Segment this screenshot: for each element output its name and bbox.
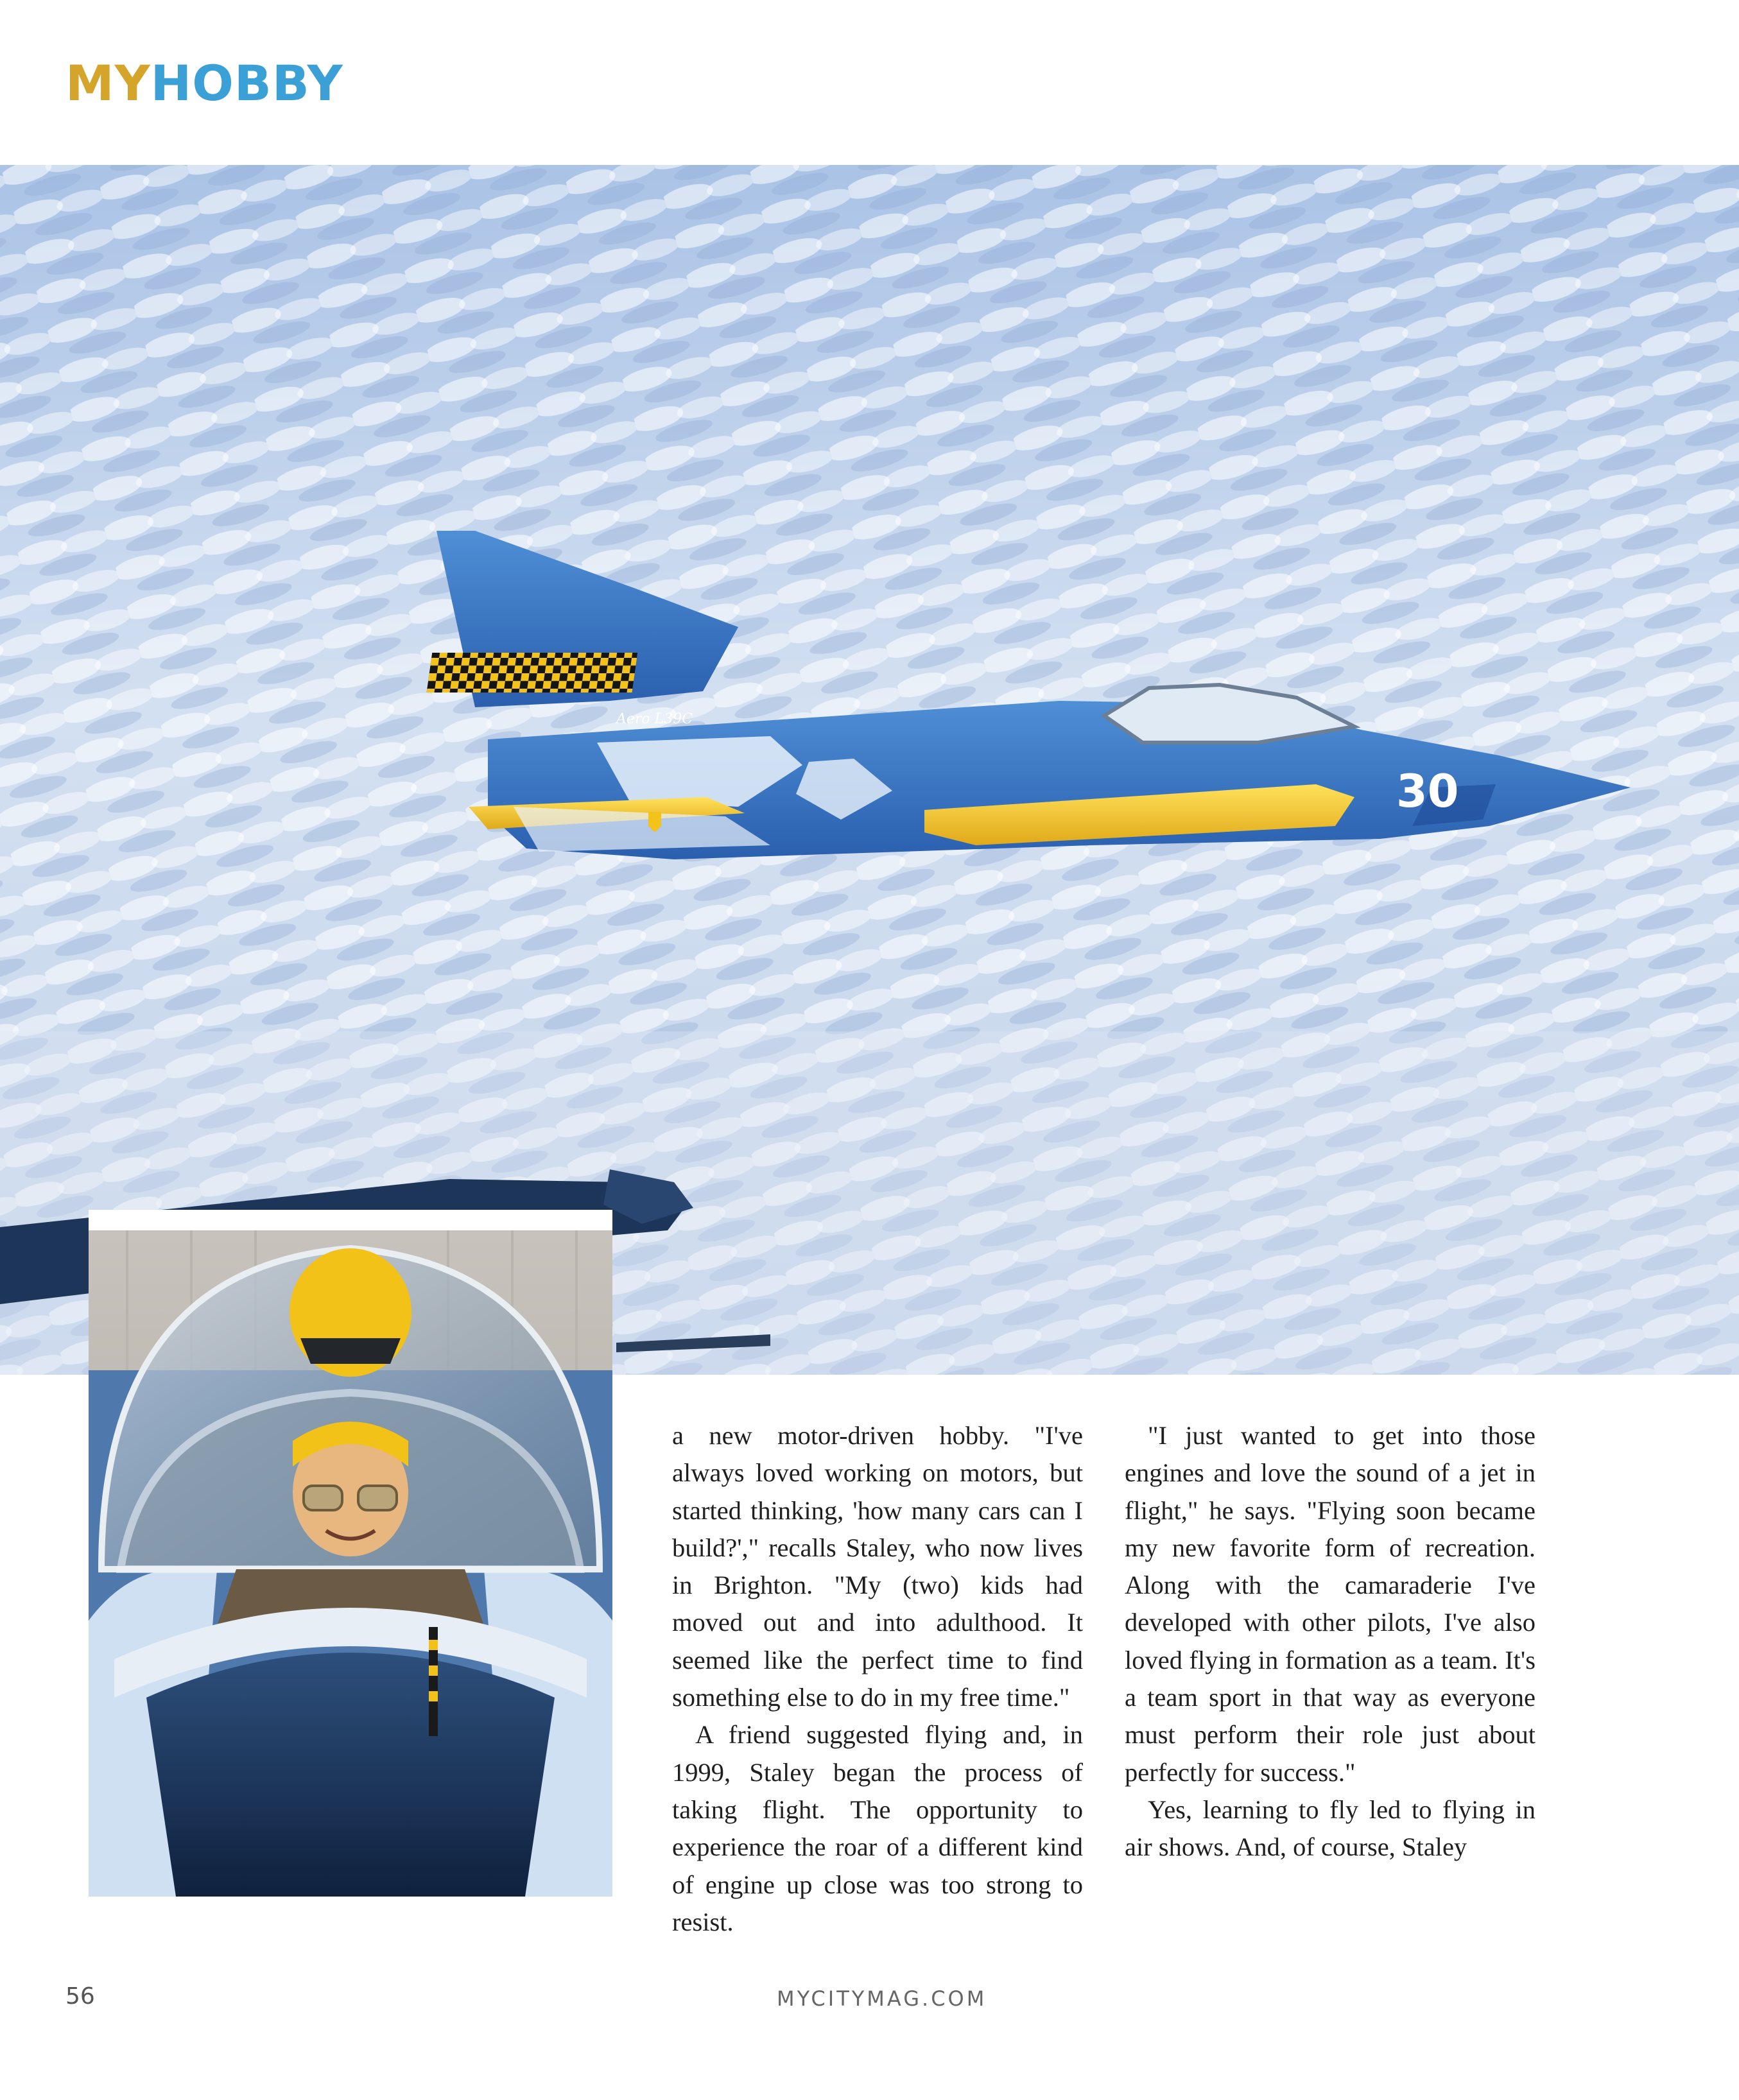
article-column-1 bbox=[672, 1417, 1083, 1941]
article-column-2 bbox=[1125, 1417, 1536, 1866]
jet-nose-number: 30 bbox=[1396, 765, 1459, 818]
article-paragraph: A friend suggested flying and, in 1999, Staley began the process of taking flight. The opportunity to experience the roar of a different kind of engine up close was too strong to resist. bbox=[672, 1720, 1083, 1936]
article-paragraph: a new motor-driven hobby. "I've always loved working on motors, but started thinking, 'how many cars can I build?'," recalls Staley, who now lives in Brighton. "My (two) kids had moved out and into adulthood. It seemed like the perfect time to find something else to do in my free time." bbox=[672, 1421, 1083, 1712]
section-label bbox=[65, 55, 343, 112]
section-label-hobby: HOBBY bbox=[150, 55, 343, 112]
jet-tail-text: Aero L39C bbox=[616, 711, 693, 727]
hero-photo bbox=[0, 165, 1739, 1375]
article-paragraph: "I just wanted to get into those engines and love the sound of a jet in flight," he says. "Flying soon became my new favorite form of recreation. Along with the camaraderie I've developed with other pilots, I've also loved flying in formation as a team. It's a team sport in that way as everyone must perform their role just about perfectly for success." bbox=[1125, 1421, 1536, 1787]
site-url: MYCITYMAG.COM bbox=[777, 1986, 987, 2011]
pilot-cockpit-photo bbox=[89, 1210, 612, 1897]
pilot-portrait-image bbox=[89, 1210, 612, 1897]
jet-over-clouds-image bbox=[0, 165, 1739, 1375]
page-number: 56 bbox=[65, 1983, 95, 2010]
section-label-my: MY bbox=[65, 55, 151, 112]
article-paragraph: Yes, learning to fly led to flying in air shows. And, of course, Staley bbox=[1125, 1794, 1536, 1862]
